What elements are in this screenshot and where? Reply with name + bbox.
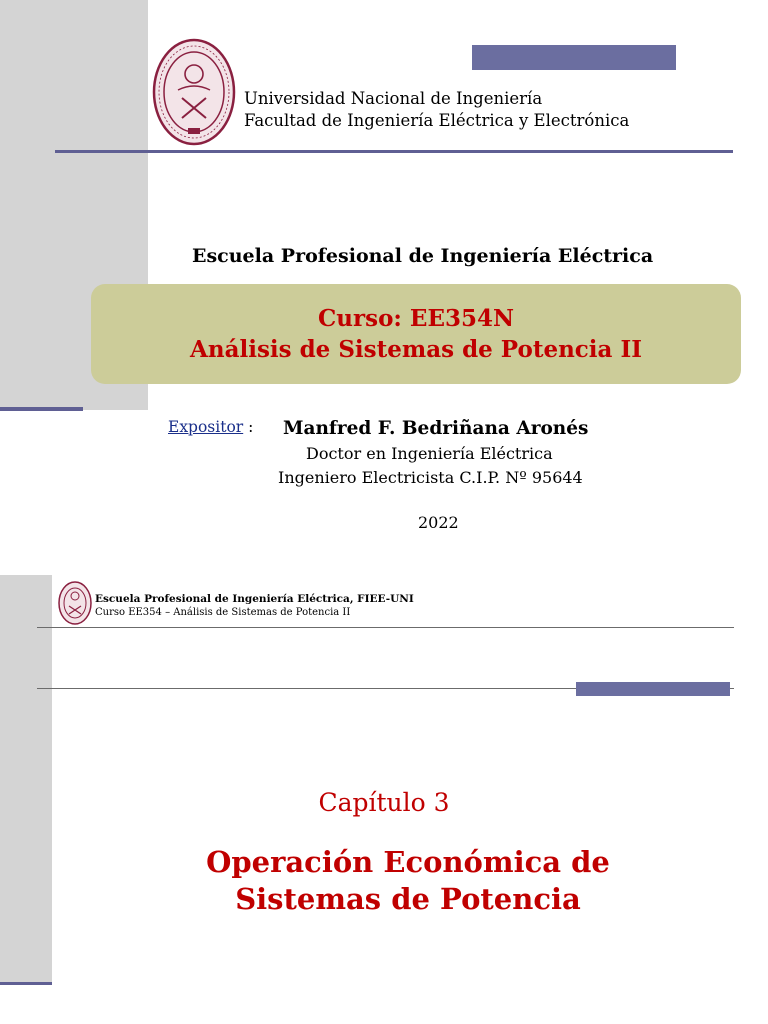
side-panel [0,575,52,985]
top-accent-bar [472,45,676,70]
course-box [91,284,741,384]
institution-block [244,88,629,132]
school-name: Escuela Profesional de Ingeniería Eléctrica [192,245,654,267]
header-title: Escuela Profesional de Ingeniería Eléctrica, FIEE-UNI [95,593,414,605]
university-name: Universidad Nacional de Ingeniería [244,89,543,108]
header-subtitle: Curso EE354 – Análisis de Sistemas de Potencia II [95,607,351,618]
header-divider [55,150,733,153]
expositor-label [168,418,253,436]
course-code: Curso: EE354N [317,305,515,332]
course-name: Análisis de Sistemas de Potencia II [190,336,642,363]
side-accent-line [0,982,52,985]
chapter-slide [0,575,768,1024]
chapter-title-line1: Operación Económica de [206,845,610,879]
expositor-registration: Ingeniero Electricista C.I.P. Nº 95644 [278,468,583,487]
chapter-label: Capítulo 3 [318,788,450,817]
chapter-title [0,844,768,918]
year: 2022 [418,513,459,532]
university-seal-icon [152,38,236,146]
side-accent-line [0,407,83,411]
expositor-degree: Doctor en Ingeniería Eléctrica [306,444,553,463]
section-accent-bar [576,682,730,696]
university-seal-icon [58,581,92,625]
expositor-link[interactable]: Expositor [168,418,244,436]
chapter-title-line2: Sistemas de Potencia [235,882,581,916]
header-divider [37,627,734,628]
expositor-colon: : [248,418,254,436]
expositor-name: Manfred F. Bedriñana Aronés [283,418,589,439]
faculty-name: Facultad de Ingeniería Eléctrica y Electrónica [244,111,630,130]
